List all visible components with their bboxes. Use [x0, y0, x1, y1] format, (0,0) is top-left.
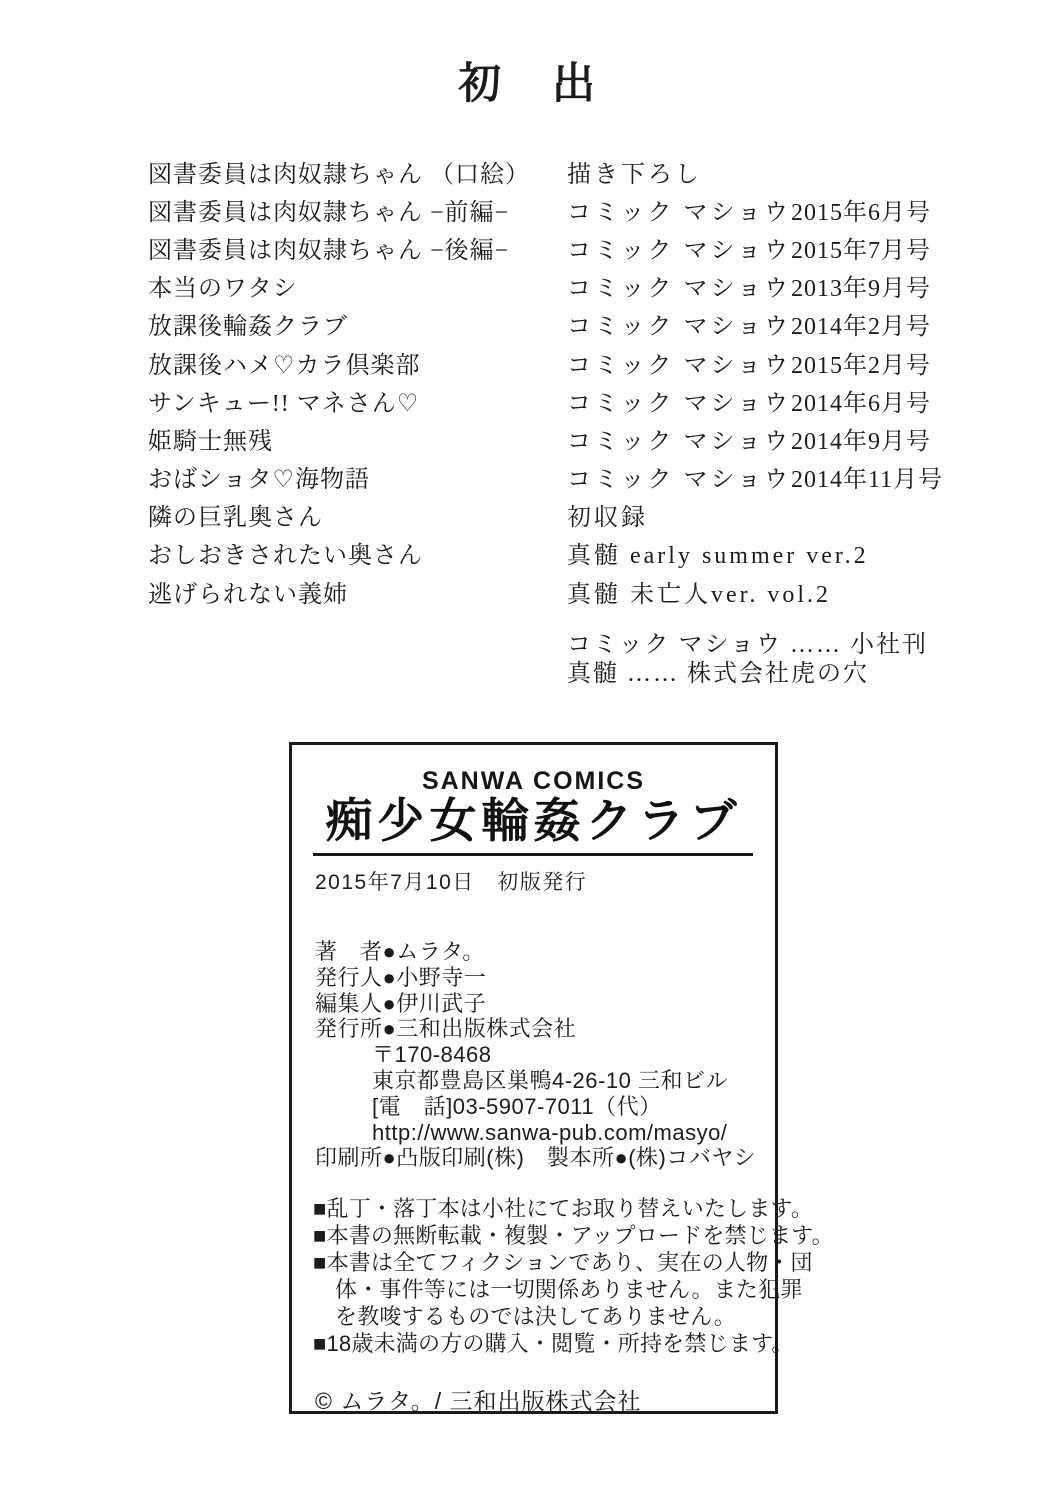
credit-source: 初収録 [567, 505, 648, 532]
credit-source: コミック マショウ [567, 352, 792, 379]
credit-title: サンキュー!! マネさん♡ [148, 390, 420, 417]
credit-row [148, 190, 1008, 228]
copyright-line: © ムラタ。/ 三和出版株式会社 [315, 1388, 642, 1414]
staff-line: 編集人●伊川武子 [315, 990, 487, 1016]
credit-title: 図書委員は肉奴隷ちゃん −前編− [148, 199, 510, 226]
staff-line: [電 話]03-5907-7011（代） [372, 1093, 662, 1119]
staff-line: 印刷所●凸版印刷(株) 製本所●(株)コバヤシ [315, 1145, 757, 1171]
source-note-line: 真髄 …… 株式会社虎の穴 [567, 661, 869, 687]
credit-row [148, 458, 1008, 496]
credit-source: コミック マショウ [567, 199, 792, 226]
credit-title: 図書委員は肉奴隷ちゃん −後編− [148, 237, 510, 264]
edition-line: 2015年7月10日 初版発行 [315, 871, 588, 894]
staff-line: 東京都豊島区巣鴨4-26-10 三和ビル [372, 1067, 728, 1093]
staff-block [315, 939, 756, 1171]
credit-row [148, 496, 1008, 534]
credit-row [148, 228, 1008, 266]
source-notes [567, 631, 928, 689]
source-note-line: コミック マショウ …… 小社刊 [567, 632, 929, 658]
credit-row [148, 534, 1008, 572]
staff-line: 〒170-8468 [372, 1042, 492, 1068]
credit-row [148, 343, 1008, 381]
colophon-box [289, 742, 834, 1414]
credit-source: コミック マショウ [567, 237, 792, 264]
credit-source: 真髄 early summer ver.2 [567, 543, 869, 570]
notice-line: 体・事件等には一切関係ありません。また犯罪 [335, 1277, 803, 1302]
notice-line: を教唆するものでは決してありません。 [335, 1304, 736, 1329]
credit-issue: 2014年9月号 [791, 428, 932, 455]
credit-title: 図書委員は肉奴隷ちゃん （口絵） [148, 161, 530, 188]
staff-line: 発行人●小野寺一 [315, 964, 487, 990]
notice-line: ■18歳未満の方の購入・閲覧・所持を禁じます。 [313, 1331, 794, 1356]
staff-line: 著 者●ムラタ。 [315, 939, 485, 964]
credit-row [148, 572, 1008, 610]
credit-issue: 2013年9月号 [791, 276, 932, 303]
credit-title: 隣の巨乳奥さん [148, 505, 323, 532]
book-title: 痴少女輪姦クラブ [325, 796, 742, 848]
first-publication-list [148, 152, 1008, 610]
notice-line: ■本書は全てフィクションであり、実在の人物・団 [313, 1250, 813, 1275]
credit-row [148, 381, 1008, 419]
staff-line: http://www.sanwa-pub.com/masyo/ [372, 1119, 728, 1145]
credit-row [148, 305, 1008, 343]
credit-row [148, 419, 1008, 457]
credit-title: 逃げられない義姉 [148, 581, 348, 608]
credit-title: おばショタ♡海物語 [148, 467, 371, 494]
credit-row [148, 267, 1008, 305]
credit-title: 姫騎士無残 [148, 428, 273, 455]
credit-source: コミック マショウ [567, 428, 792, 455]
staff-line: 発行所●三和出版株式会社 [315, 1016, 577, 1042]
credit-source: コミック マショウ [567, 276, 792, 303]
credit-issue: 2015年7月号 [791, 237, 932, 264]
notice-line: ■乱丁・落丁本は小社にてお取り替えいたします。 [313, 1196, 814, 1221]
credit-source: 真髄 未亡人ver. vol.2 [567, 581, 831, 608]
credit-title: 放課後ハメ♡カラ倶楽部 [148, 352, 421, 379]
page-title: 初 出 [458, 61, 599, 108]
notice-line: ■本書の無断転載・複製・アップロードを禁じます。 [313, 1223, 834, 1248]
credit-source: コミック マショウ [567, 467, 792, 494]
credit-title: 本当のワタシ [148, 276, 298, 303]
credit-title: 放課後輪姦クラブ [148, 314, 348, 341]
notices-block [313, 1195, 834, 1357]
imprint-label: SANWA COMICS [421, 767, 646, 795]
title-rule [313, 853, 753, 856]
credit-row [148, 152, 1008, 190]
credit-source: コミック マショウ [567, 390, 792, 417]
credit-source: 描き下ろし [567, 161, 702, 188]
credit-issue: 2014年2月号 [791, 314, 932, 341]
credit-issue: 2015年6月号 [791, 199, 932, 226]
credit-title: おしおきされたい奥さん [148, 543, 423, 570]
credit-issue: 2014年6月号 [791, 390, 932, 417]
credit-issue: 2014年11月号 [791, 467, 944, 494]
credit-issue: 2015年2月号 [791, 352, 932, 379]
credit-source: コミック マショウ [567, 314, 792, 341]
